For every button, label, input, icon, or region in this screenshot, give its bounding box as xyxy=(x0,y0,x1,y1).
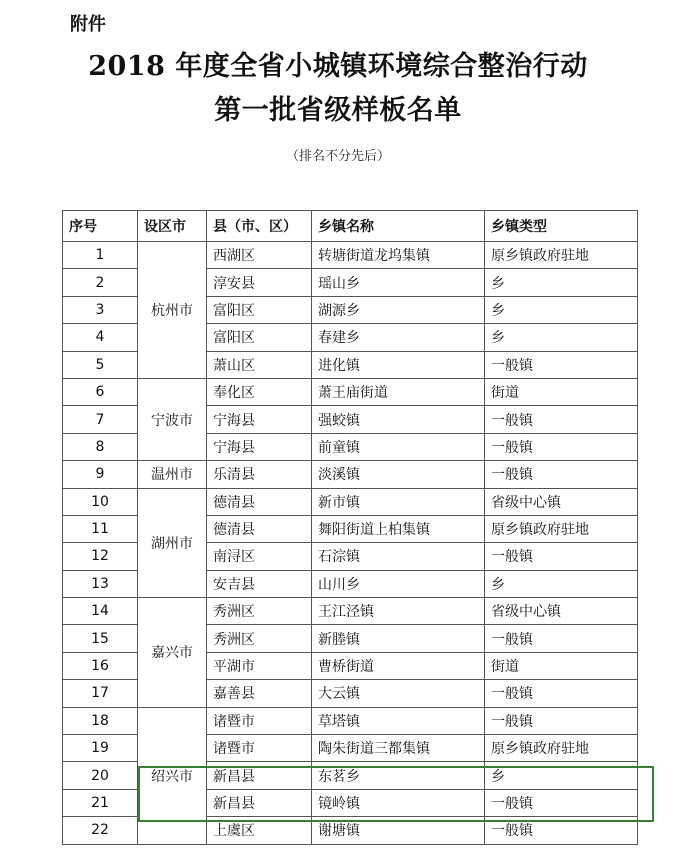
table-row xyxy=(63,488,638,515)
county-cell: 富阳区 xyxy=(207,296,312,323)
town-type-cell: 一般镇 xyxy=(485,543,638,570)
table-row xyxy=(63,242,638,269)
row-number: 1 xyxy=(63,242,138,269)
town-cell: 新市镇 xyxy=(312,488,485,515)
header-county: 县（市、区） xyxy=(207,211,312,242)
document-title-line2: 第一批省级样板名单 xyxy=(214,95,462,126)
row-number: 10 xyxy=(63,488,138,515)
town-cell: 陶朱街道三都集镇 xyxy=(312,735,485,762)
town-type-cell: 一般镇 xyxy=(485,351,638,378)
table-row xyxy=(63,598,638,625)
city-cell: 绍兴市 xyxy=(138,707,207,844)
town-cell: 镜岭镇 xyxy=(312,789,485,816)
table-row xyxy=(63,461,638,488)
table-row xyxy=(63,378,638,405)
table-row xyxy=(63,707,638,734)
town-cell: 舞阳街道上柏集镇 xyxy=(312,515,485,542)
town-cell: 淡溪镇 xyxy=(312,461,485,488)
town-cell: 石淙镇 xyxy=(312,543,485,570)
row-number: 16 xyxy=(63,652,138,679)
county-cell: 新昌县 xyxy=(207,789,312,816)
row-number: 21 xyxy=(63,789,138,816)
city-cell: 杭州市 xyxy=(138,242,207,379)
county-cell: 萧山区 xyxy=(207,351,312,378)
row-number: 4 xyxy=(63,324,138,351)
row-number: 19 xyxy=(63,735,138,762)
row-number: 22 xyxy=(63,817,138,844)
row-number: 7 xyxy=(63,406,138,433)
town-type-cell: 一般镇 xyxy=(485,817,638,844)
town-cell: 新塍镇 xyxy=(312,625,485,652)
county-cell: 奉化区 xyxy=(207,378,312,405)
county-cell: 宁海县 xyxy=(207,406,312,433)
county-cell: 乐清县 xyxy=(207,461,312,488)
town-cell: 山川乡 xyxy=(312,570,485,597)
town-type-cell: 省级中心镇 xyxy=(485,488,638,515)
county-cell: 宁海县 xyxy=(207,433,312,460)
row-number: 2 xyxy=(63,269,138,296)
city-cell: 湖州市 xyxy=(138,488,207,598)
header-town: 乡镇名称 xyxy=(312,211,485,242)
county-cell: 平湖市 xyxy=(207,652,312,679)
county-cell: 南浔区 xyxy=(207,543,312,570)
town-cell: 湖源乡 xyxy=(312,296,485,323)
county-cell: 秀洲区 xyxy=(207,625,312,652)
town-type-cell: 街道 xyxy=(485,378,638,405)
header-city: 设区市 xyxy=(138,211,207,242)
town-type-cell: 一般镇 xyxy=(485,680,638,707)
county-cell: 诸暨市 xyxy=(207,735,312,762)
town-type-cell: 一般镇 xyxy=(485,433,638,460)
table-body xyxy=(63,242,638,845)
town-type-cell: 乡 xyxy=(485,570,638,597)
header-type: 乡镇类型 xyxy=(485,211,638,242)
county-cell: 西湖区 xyxy=(207,242,312,269)
row-number: 20 xyxy=(63,762,138,789)
town-type-cell: 原乡镇政府驻地 xyxy=(485,242,638,269)
town-type-cell: 原乡镇政府驻地 xyxy=(485,515,638,542)
town-type-cell: 一般镇 xyxy=(485,625,638,652)
town-cell: 萧王庙街道 xyxy=(312,378,485,405)
county-cell: 诸暨市 xyxy=(207,707,312,734)
table-header-row xyxy=(63,211,638,242)
town-type-cell: 一般镇 xyxy=(485,707,638,734)
header-no: 序号 xyxy=(63,211,138,242)
town-cell: 转塘街道龙坞集镇 xyxy=(312,242,485,269)
town-type-cell: 乡 xyxy=(485,762,638,789)
sample-list-table xyxy=(62,210,638,845)
row-number: 8 xyxy=(63,433,138,460)
county-cell: 秀洲区 xyxy=(207,598,312,625)
town-cell: 强蛟镇 xyxy=(312,406,485,433)
town-cell: 草塔镇 xyxy=(312,707,485,734)
county-cell: 德清县 xyxy=(207,515,312,542)
town-cell: 瑶山乡 xyxy=(312,269,485,296)
town-cell: 曹桥街道 xyxy=(312,652,485,679)
town-type-cell: 乡 xyxy=(485,324,638,351)
town-type-cell: 乡 xyxy=(485,296,638,323)
county-cell: 富阳区 xyxy=(207,324,312,351)
row-number: 17 xyxy=(63,680,138,707)
town-type-cell: 一般镇 xyxy=(485,461,638,488)
county-cell: 德清县 xyxy=(207,488,312,515)
row-number: 6 xyxy=(63,378,138,405)
row-number: 12 xyxy=(63,543,138,570)
town-cell: 大云镇 xyxy=(312,680,485,707)
county-cell: 安吉县 xyxy=(207,570,312,597)
row-number: 9 xyxy=(63,461,138,488)
town-type-cell: 乡 xyxy=(485,269,638,296)
county-cell: 上虞区 xyxy=(207,817,312,844)
town-type-cell: 一般镇 xyxy=(485,789,638,816)
county-cell: 新昌县 xyxy=(207,762,312,789)
row-number: 15 xyxy=(63,625,138,652)
town-cell: 谢塘镇 xyxy=(312,817,485,844)
town-type-cell: 街道 xyxy=(485,652,638,679)
town-cell: 王江泾镇 xyxy=(312,598,485,625)
county-cell: 嘉善县 xyxy=(207,680,312,707)
town-cell: 进化镇 xyxy=(312,351,485,378)
document-title-line1: 2018 年度全省小城镇环境综合整治行动 xyxy=(88,51,588,82)
town-cell: 东茗乡 xyxy=(312,762,485,789)
town-cell: 前童镇 xyxy=(312,433,485,460)
row-number: 14 xyxy=(63,598,138,625)
attachment-label: 附件 xyxy=(70,14,106,35)
city-cell: 温州市 xyxy=(138,461,207,488)
town-type-cell: 省级中心镇 xyxy=(485,598,638,625)
row-number: 13 xyxy=(63,570,138,597)
county-cell: 淳安县 xyxy=(207,269,312,296)
row-number: 3 xyxy=(63,296,138,323)
town-cell: 春建乡 xyxy=(312,324,485,351)
ranking-note: （排名不分先后） xyxy=(285,149,390,164)
city-cell: 嘉兴市 xyxy=(138,598,207,708)
row-number: 18 xyxy=(63,707,138,734)
row-number: 5 xyxy=(63,351,138,378)
city-cell: 宁波市 xyxy=(138,378,207,460)
row-number: 11 xyxy=(63,515,138,542)
town-type-cell: 一般镇 xyxy=(485,406,638,433)
town-type-cell: 原乡镇政府驻地 xyxy=(485,735,638,762)
